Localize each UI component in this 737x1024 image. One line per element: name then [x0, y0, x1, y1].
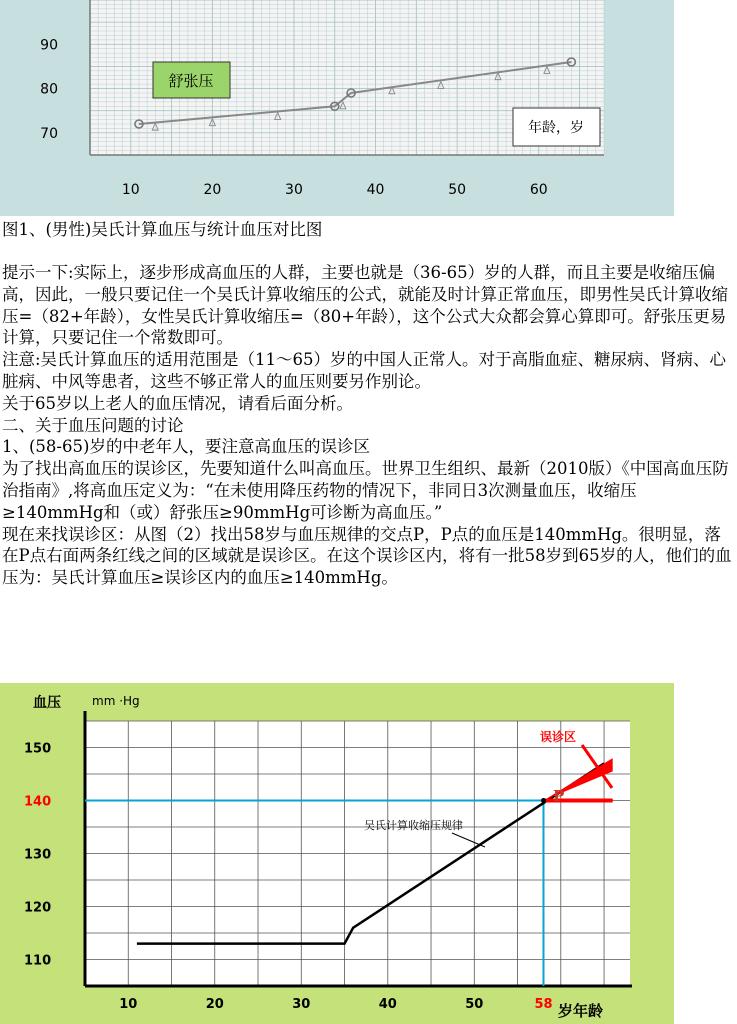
figure-1-caption: 图1、(男性)吴氏计算血压与统计血压对比图	[2, 220, 323, 239]
diastolic-label: 舒张压	[168, 72, 214, 90]
y-tick-label: 110	[24, 953, 52, 969]
x-tick-label: 58	[534, 997, 553, 1012]
x-tick-label: 20	[205, 997, 224, 1012]
y-axis-unit: mm ·Hg	[92, 694, 140, 708]
paragraph-misdiagnosis: 现在来找误诊区：从图（2）找出58岁与血压规律的交点P，P点的血压是140mmHg。很明显，落在P点右面两条红线之间的区域就是误诊区。在这个误诊区内，将有一批58岁到65岁的人，他们的血压为：吴氏计算血压≥误诊区内的血压≥140mmHg。	[2, 524, 732, 588]
y-axis-title: 血压	[33, 695, 61, 711]
x-axis-label: 岁年龄	[558, 1002, 604, 1020]
figure-1-chart	[0, 0, 674, 216]
y-tick-label: 70	[40, 125, 58, 142]
point-p-label: P	[553, 787, 565, 805]
x-tick-label: 30	[292, 997, 311, 1012]
point-p	[541, 798, 546, 803]
paragraph-definition: 为了找出高血压的误诊区，先要知道什么叫高血压。世界卫生组织、最新（2010版）《中国高血压防治指南》,将高血压定义为：“在未使用降压药物的情况下，非同日3次测量血压，收缩压≥140mmHg和（或）舒张压≥90mmHg可诊断为高血压。”	[2, 459, 729, 522]
line-label: 吴氏计算收缩压规律	[364, 819, 463, 832]
figure-2	[0, 683, 674, 1024]
paragraph-tip: 提示一下:实际上，逐步形成高血压的人群，主要也就是（36-65）岁的人群，而且主要是收缩压偏高，因此，一般只要记住一个吴氏计算收缩压的公式，就能及时计算正常血压，即男性吴氏计算收缩压=（82+年龄），女性吴氏计算收缩压=（80+年龄），这个公式大众都会算心算即可。舒张压更易计算，只要记住一个常数即可。	[2, 263, 728, 348]
y-tick-label: 150	[24, 741, 52, 757]
x-tick-label: 50	[448, 182, 467, 198]
y-tick-label: 120	[24, 900, 52, 916]
body-text	[2, 262, 735, 589]
x-tick-label: 40	[378, 997, 397, 1012]
x-tick-label: 60	[529, 182, 548, 198]
x-tick-label: 10	[121, 182, 140, 198]
y-tick-label: 80	[40, 81, 58, 98]
section-heading: 二、关于血压问题的讨论	[2, 415, 184, 435]
x-tick-label: 30	[285, 182, 303, 198]
y-tick-label: 90	[40, 37, 58, 54]
figure-2-chart	[0, 683, 674, 1024]
x-tick-label: 40	[366, 182, 385, 198]
y-tick-label: 130	[24, 847, 52, 863]
zone-label: 误诊区	[540, 730, 577, 744]
figure-1	[0, 0, 674, 216]
x-tick-label: 10	[119, 997, 138, 1012]
x-axis-label: 年龄，岁	[528, 120, 584, 136]
x-tick-label: 20	[203, 182, 222, 198]
subsection-heading: 1、(58-65)岁的中老年人，要注意高血压的误诊区	[2, 437, 370, 457]
paragraph-elderly: 关于65岁以上老人的血压情况，请看后面分析。	[2, 393, 353, 413]
y-tick-label: 140	[24, 794, 52, 810]
paragraph-note: 注意:吴氏计算血压的适用范围是（11～65）岁的中国人正常人。对于高脂血症、糖尿病、肾病、心脏病、中风等患者，这些不够正常人的血压则要另作别论。	[2, 350, 727, 391]
x-tick-label: 50	[465, 997, 484, 1012]
